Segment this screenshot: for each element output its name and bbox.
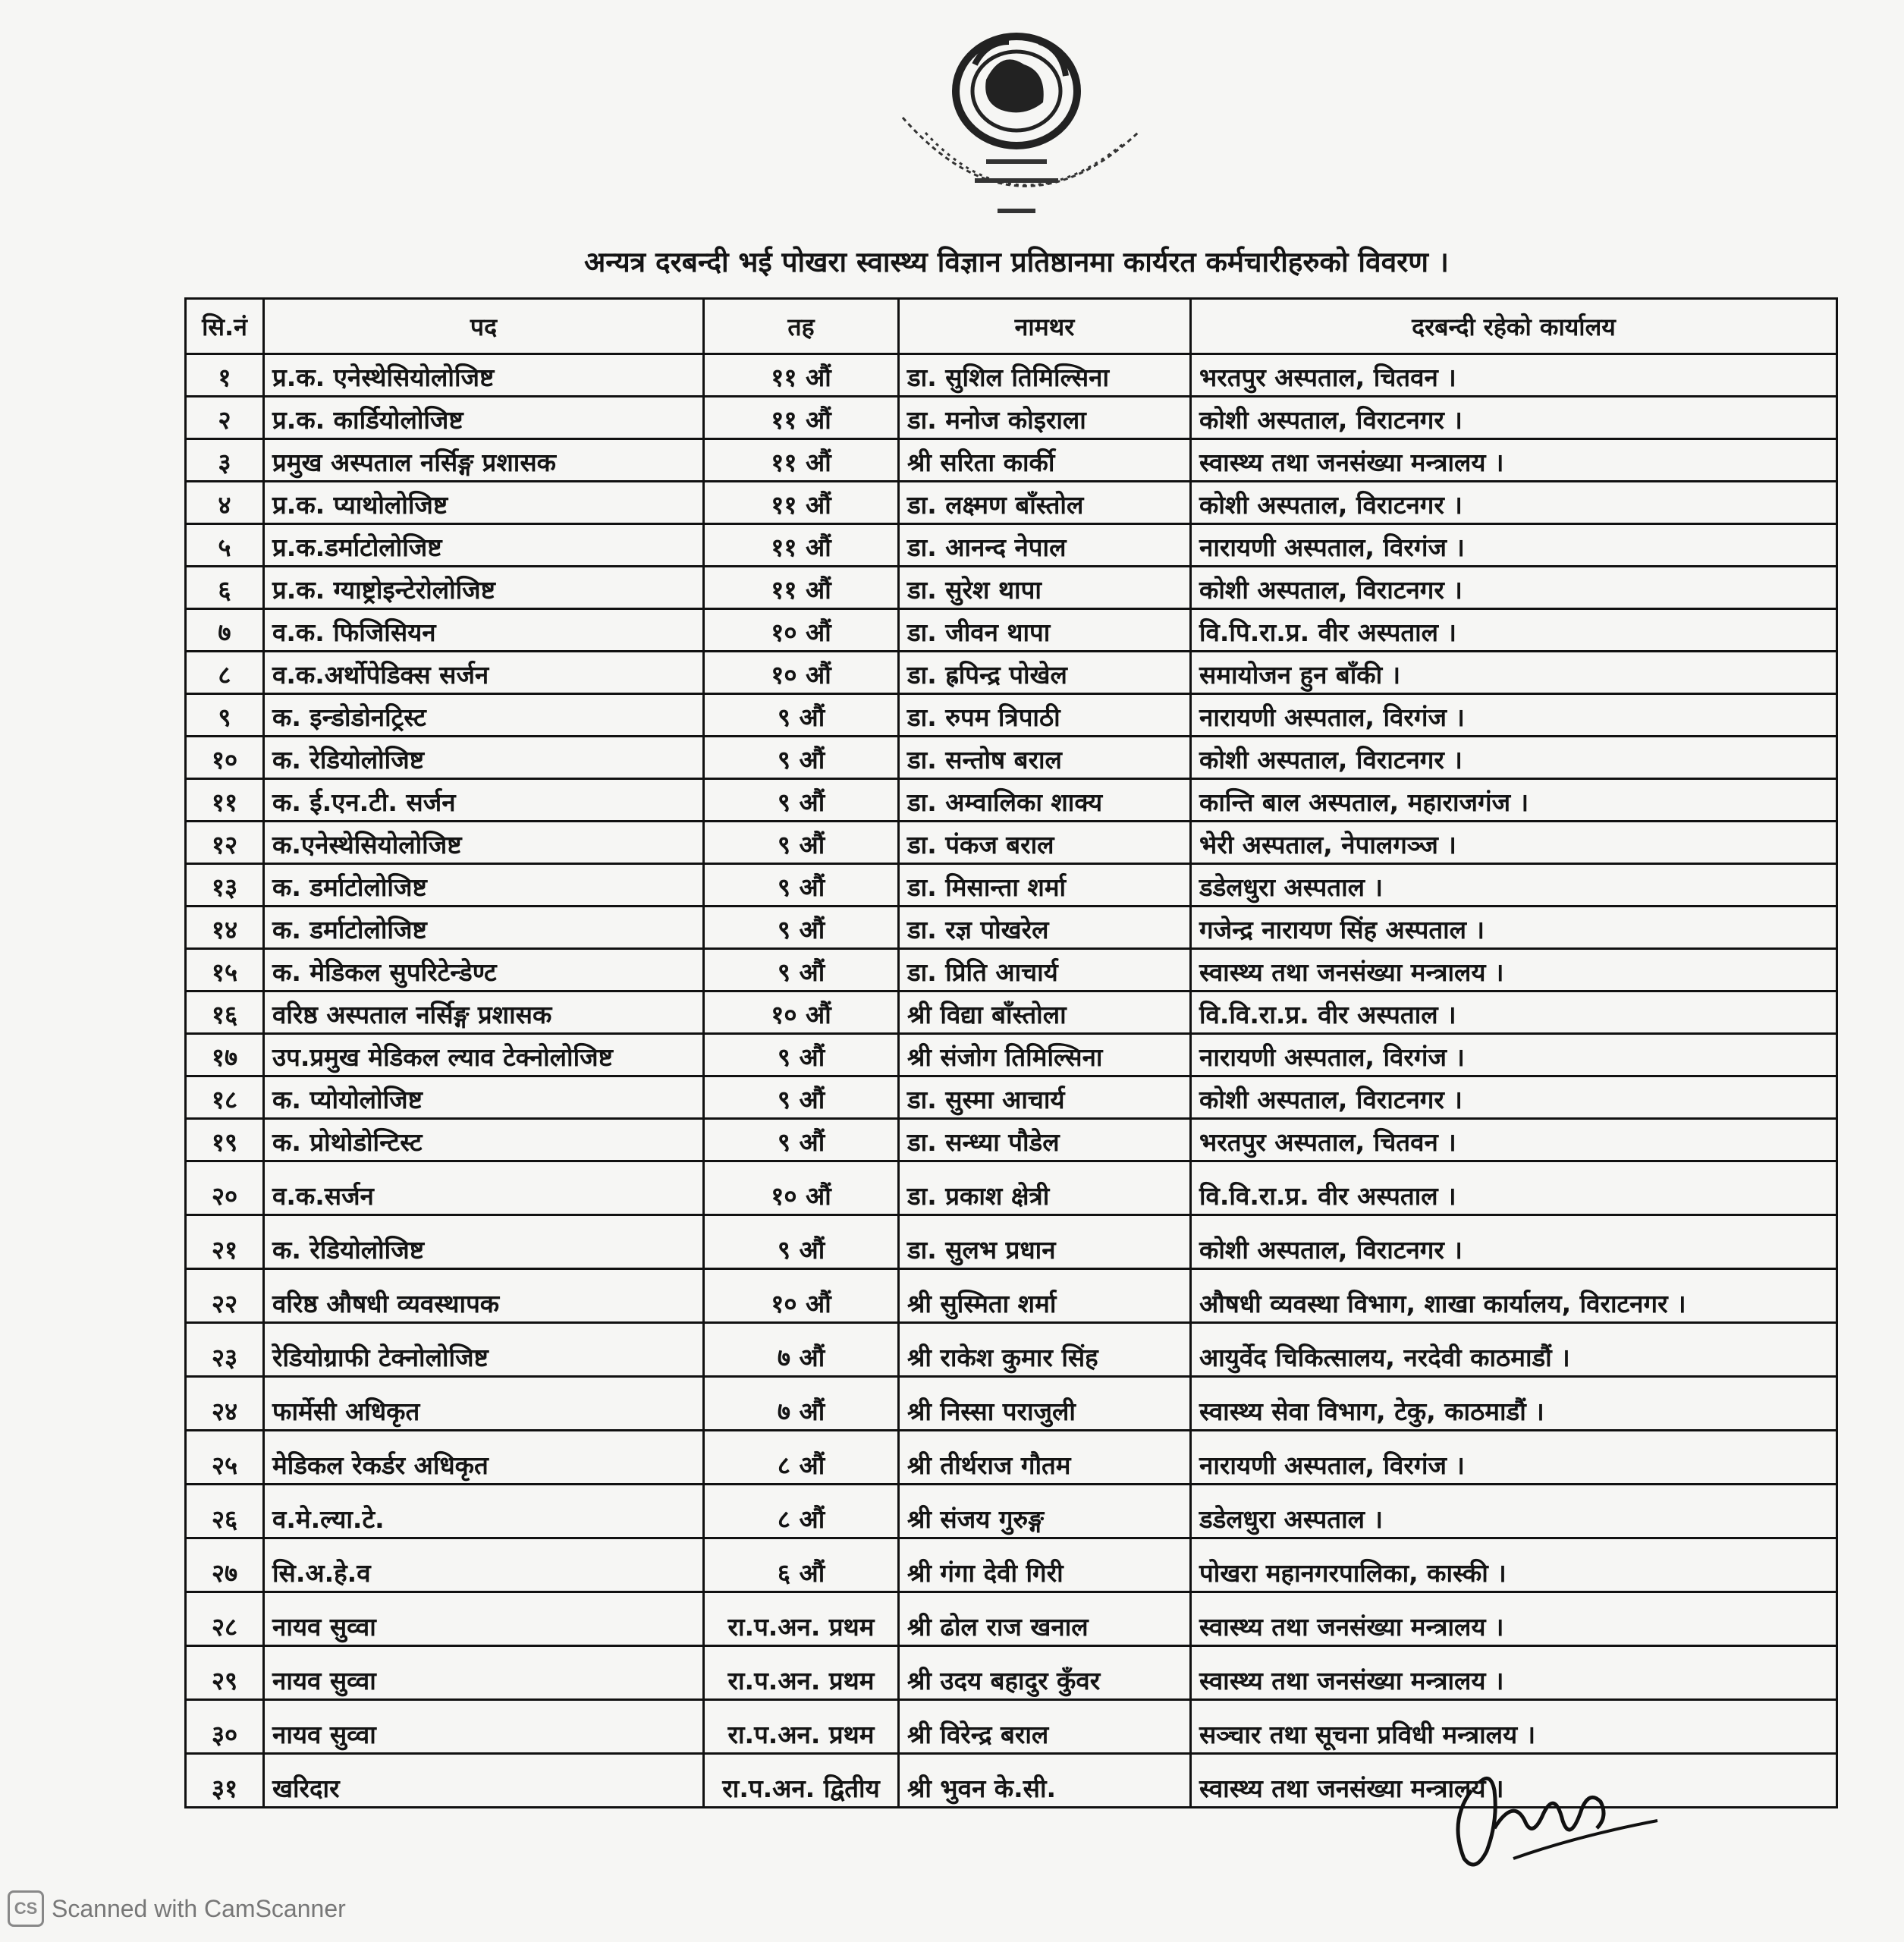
grade-cell: ११ औं [704, 524, 899, 567]
table-row [186, 1269, 1837, 1323]
office-cell: कोशी अस्पताल, विराटनगर । [1191, 482, 1837, 524]
position-cell: रेडियोग्राफी टेक्नोलोजिष्ट [264, 1323, 704, 1377]
position-cell: क. रेडियोलोजिष्ट [264, 1215, 704, 1269]
office-cell: स्वास्थ्य सेवा विभाग, टेकु, काठमाडौं । [1191, 1377, 1837, 1431]
serial-cell: २३ [186, 1323, 264, 1377]
serial-cell: १७ [186, 1034, 264, 1076]
camscanner-logo-icon: CS [8, 1890, 44, 1927]
office-cell: नारायणी अस्पताल, विरगंज । [1191, 694, 1837, 737]
office-cell: वि.पि.रा.प्र. वीर अस्पताल । [1191, 609, 1837, 652]
table-row [186, 694, 1837, 737]
header-grade: तह [704, 299, 899, 354]
grade-cell: ९ औं [704, 694, 899, 737]
serial-cell: १ [186, 354, 264, 397]
position-cell: क. प्योयोलोजिष्ट [264, 1076, 704, 1119]
camscanner-watermark [8, 1890, 346, 1927]
position-cell: क. प्रोथोडोन्टिस्ट [264, 1119, 704, 1161]
table-row [186, 779, 1837, 822]
grade-cell: ९ औं [704, 1076, 899, 1119]
office-cell: स्वास्थ्य तथा जनसंख्या मन्त्रालय । [1191, 439, 1837, 482]
office-cell: कोशी अस्पताल, विराटनगर । [1191, 737, 1837, 779]
grade-cell: ९ औं [704, 907, 899, 949]
grade-cell: ९ औं [704, 864, 899, 907]
serial-cell: २७ [186, 1538, 264, 1592]
office-cell: पोखरा महानगरपालिका, कास्की । [1191, 1538, 1837, 1592]
name-cell: श्री तीर्थराज गौतम [899, 1431, 1191, 1485]
header-name: नामथर [899, 299, 1191, 354]
name-cell: डा. सुस्मा आचार्य [899, 1076, 1191, 1119]
office-cell: नारायणी अस्पताल, विरगंज । [1191, 1034, 1837, 1076]
position-cell: मेडिकल रेकर्डर अधिकृत [264, 1431, 704, 1485]
serial-cell: १६ [186, 991, 264, 1034]
position-cell: नायव सुव्वा [264, 1700, 704, 1754]
name-cell: डा. पंकज बराल [899, 822, 1191, 864]
position-cell: क.एनेस्थेसियोलोजिष्ट [264, 822, 704, 864]
grade-cell: रा.प.अन. प्रथम [704, 1646, 899, 1700]
name-cell: श्री गंगा देवी गिरी [899, 1538, 1191, 1592]
name-cell: डा. प्रकाश क्षेत्री [899, 1161, 1191, 1215]
serial-cell: २१ [186, 1215, 264, 1269]
office-cell: वि.वि.रा.प्र. वीर अस्पताल । [1191, 1161, 1837, 1215]
name-cell: श्री विद्या बाँस्तोला [899, 991, 1191, 1034]
position-cell: वरिष्ठ अस्पताल नर्सिङ्ग प्रशासक [264, 991, 704, 1034]
grade-cell: ८ औं [704, 1431, 899, 1485]
name-cell: डा. आनन्द नेपाल [899, 524, 1191, 567]
name-cell: डा. अम्वालिका शाक्य [899, 779, 1191, 822]
grade-cell: १० औं [704, 1269, 899, 1323]
grade-cell: रा.प.अन. द्वितीय [704, 1754, 899, 1808]
position-cell: क. डर्माटोलोजिष्ट [264, 907, 704, 949]
table-row [186, 1485, 1837, 1538]
table-row [186, 1034, 1837, 1076]
grade-cell: ९ औं [704, 1119, 899, 1161]
table-row [186, 1119, 1837, 1161]
serial-cell: २९ [186, 1646, 264, 1700]
office-cell: डडेलधुरा अस्पताल । [1191, 864, 1837, 907]
serial-cell: १४ [186, 907, 264, 949]
grade-cell: ७ औं [704, 1377, 899, 1431]
table-row [186, 354, 1837, 397]
serial-cell: १९ [186, 1119, 264, 1161]
position-cell: व.क.अर्थोपेडिक्स सर्जन [264, 652, 704, 694]
serial-cell: ५ [186, 524, 264, 567]
header-serial: सि.नं [186, 299, 264, 354]
grade-cell: १० औं [704, 991, 899, 1034]
grade-cell: रा.प.अन. प्रथम [704, 1592, 899, 1646]
table-body [186, 354, 1837, 1808]
grade-cell: ९ औं [704, 1034, 899, 1076]
grade-cell: ९ औं [704, 822, 899, 864]
table-row [186, 864, 1837, 907]
name-cell: डा. सुरेश थापा [899, 567, 1191, 609]
office-cell: कोशी अस्पताल, विराटनगर । [1191, 397, 1837, 439]
office-cell: गजेन्द्र नारायण सिंह अस्पताल । [1191, 907, 1837, 949]
serial-cell: २० [186, 1161, 264, 1215]
office-cell: स्वास्थ्य तथा जनसंख्या मन्त्रालय । [1191, 1592, 1837, 1646]
table-row [186, 482, 1837, 524]
serial-cell: ७ [186, 609, 264, 652]
serial-cell: ४ [186, 482, 264, 524]
office-cell: कोशी अस्पताल, विराटनगर । [1191, 1076, 1837, 1119]
grade-cell: ६ औं [704, 1538, 899, 1592]
position-cell: प्र.क. ग्याष्ट्रोइन्टेरोलोजिष्ट [264, 567, 704, 609]
table-row [186, 439, 1837, 482]
position-cell: प्र.क. कार्डियोलोजिष्ट [264, 397, 704, 439]
table-row [186, 524, 1837, 567]
position-cell: क. इन्डोडोनट्रिस्ट [264, 694, 704, 737]
name-cell: डा. जीवन थापा [899, 609, 1191, 652]
signature-icon [1441, 1745, 1669, 1881]
table-row [186, 1161, 1837, 1215]
table-row [186, 567, 1837, 609]
office-cell: नारायणी अस्पताल, विरगंज । [1191, 1431, 1837, 1485]
camscanner-text: Scanned with CamScanner [52, 1894, 346, 1922]
serial-cell: ११ [186, 779, 264, 822]
table-row [186, 1215, 1837, 1269]
position-cell: क. मेडिकल सुपरिटेन्डेण्ट [264, 949, 704, 991]
position-cell: फार्मेसी अधिकृत [264, 1377, 704, 1431]
name-cell: डा. प्रिति आचार्य [899, 949, 1191, 991]
document-title: अन्यत्र दरबन्दी भई पोखरा स्वास्थ्य विज्ञान प्रतिष्ठानमा कार्यरत कर्मचारीहरुको विवरण । [584, 245, 1449, 278]
position-cell: प्रमुख अस्पताल नर्सिङ्ग प्रशासक [264, 439, 704, 482]
grade-cell: ११ औं [704, 567, 899, 609]
table-row [186, 822, 1837, 864]
serial-cell: १३ [186, 864, 264, 907]
position-cell: नायव सुव्वा [264, 1646, 704, 1700]
grade-cell: १० औं [704, 652, 899, 694]
serial-cell: १५ [186, 949, 264, 991]
grade-cell: ७ औं [704, 1323, 899, 1377]
grade-cell: ११ औं [704, 439, 899, 482]
office-cell: डडेलधुरा अस्पताल । [1191, 1485, 1837, 1538]
name-cell: डा. सन्तोष बराल [899, 737, 1191, 779]
name-cell: श्री ढोल राज खनाल [899, 1592, 1191, 1646]
office-cell: नारायणी अस्पताल, विरगंज । [1191, 524, 1837, 567]
name-cell: श्री संजय गुरुङ्ग [899, 1485, 1191, 1538]
table-header-row [186, 299, 1837, 354]
name-cell: डा. रज्ञ पोखरेल [899, 907, 1191, 949]
table-row [186, 652, 1837, 694]
name-cell: श्री सुस्मिता शर्मा [899, 1269, 1191, 1323]
name-cell: डा. सुलभ प्रधान [899, 1215, 1191, 1269]
name-cell: डा. सुशिल तिमिल्सिना [899, 354, 1191, 397]
grade-cell: ९ औं [704, 779, 899, 822]
serial-cell: १८ [186, 1076, 264, 1119]
government-seal-icon [872, 19, 1161, 247]
name-cell: डा. मनोज कोइराला [899, 397, 1191, 439]
table-row [186, 609, 1837, 652]
name-cell: श्री सरिता कार्की [899, 439, 1191, 482]
table-row [186, 991, 1837, 1034]
position-cell: वरिष्ठ औषधी व्यवस्थापक [264, 1269, 704, 1323]
office-cell: स्वास्थ्य तथा जनसंख्या मन्त्रालय । [1191, 1646, 1837, 1700]
position-cell: प्र.क. एनेस्थेसियोलोजिष्ट [264, 354, 704, 397]
serial-cell: ३१ [186, 1754, 264, 1808]
header-office: दरबन्दी रहेको कार्यालय [1191, 299, 1837, 354]
position-cell: उप.प्रमुख मेडिकल ल्याव टेक्नोलोजिष्ट [264, 1034, 704, 1076]
serial-cell: २८ [186, 1592, 264, 1646]
position-cell: व.क.सर्जन [264, 1161, 704, 1215]
name-cell: डा. मिसान्ता शर्मा [899, 864, 1191, 907]
grade-cell: ८ औं [704, 1485, 899, 1538]
table-row [186, 1323, 1837, 1377]
office-cell: स्वास्थ्य तथा जनसंख्या मन्त्रालय । [1191, 949, 1837, 991]
serial-cell: १० [186, 737, 264, 779]
table-row [186, 1592, 1837, 1646]
position-cell: प्र.क.डर्माटोलोजिष्ट [264, 524, 704, 567]
grade-cell: १० औं [704, 609, 899, 652]
name-cell: डा. सन्ध्या पौडेल [899, 1119, 1191, 1161]
serial-cell: २५ [186, 1431, 264, 1485]
name-cell: डा. रुपम त्रिपाठी [899, 694, 1191, 737]
position-cell: प्र.क. प्याथोलोजिष्ट [264, 482, 704, 524]
office-cell: आयुर्वेद चिकित्सालय, नरदेवी काठमाडौं । [1191, 1323, 1837, 1377]
grade-cell: १० औं [704, 1161, 899, 1215]
office-cell: भरतपुर अस्पताल, चितवन । [1191, 354, 1837, 397]
name-cell: श्री विरेन्द्र बराल [899, 1700, 1191, 1754]
office-cell: भरतपुर अस्पताल, चितवन । [1191, 1119, 1837, 1161]
serial-cell: २ [186, 397, 264, 439]
table-row [186, 397, 1837, 439]
position-cell: व.मे.ल्या.टे. [264, 1485, 704, 1538]
name-cell: डा. ह्रपिन्द्र पोखेल [899, 652, 1191, 694]
position-cell: क. डर्माटोलोजिष्ट [264, 864, 704, 907]
office-cell: सञ्चार तथा सूचना प्रविधी मन्त्रालय । [1191, 1700, 1837, 1754]
office-cell: भेरी अस्पताल, नेपालगञ्ज । [1191, 822, 1837, 864]
table-row [186, 1431, 1837, 1485]
name-cell: श्री निस्सा पराजुली [899, 1377, 1191, 1431]
office-cell: कोशी अस्पताल, विराटनगर । [1191, 1215, 1837, 1269]
table-row [186, 737, 1837, 779]
grade-cell: ९ औं [704, 949, 899, 991]
serial-cell: ८ [186, 652, 264, 694]
grade-cell: रा.प.अन. प्रथम [704, 1700, 899, 1754]
office-cell: औषधी व्यवस्था विभाग, शाखा कार्यालय, विराटनगर । [1191, 1269, 1837, 1323]
grade-cell: ११ औं [704, 397, 899, 439]
name-cell: डा. लक्ष्मण बाँस्तोल [899, 482, 1191, 524]
office-cell: स्वास्थ्य तथा जनसंख्या मन्त्रालय । [1191, 1754, 1837, 1808]
position-cell: नायव सुव्वा [264, 1592, 704, 1646]
position-cell: खरिदार [264, 1754, 704, 1808]
grade-cell: ९ औं [704, 737, 899, 779]
serial-cell: ३० [186, 1700, 264, 1754]
table-row [186, 949, 1837, 991]
staff-details-table [184, 297, 1838, 1808]
table-row [186, 1538, 1837, 1592]
name-cell: श्री राकेश कुमार सिंह [899, 1323, 1191, 1377]
table-row [186, 1377, 1837, 1431]
serial-cell: ९ [186, 694, 264, 737]
position-cell: क. ई.एन.टी. सर्जन [264, 779, 704, 822]
position-cell: व.क. फिजिसियन [264, 609, 704, 652]
name-cell: श्री उदय बहादुर कुँवर [899, 1646, 1191, 1700]
serial-cell: २४ [186, 1377, 264, 1431]
grade-cell: ९ औं [704, 1215, 899, 1269]
office-cell: कोशी अस्पताल, विराटनगर । [1191, 567, 1837, 609]
office-cell: कान्ति बाल अस्पताल, महाराजगंज । [1191, 779, 1837, 822]
position-cell: क. रेडियोलोजिष्ट [264, 737, 704, 779]
position-cell: सि.अ.हे.व [264, 1538, 704, 1592]
serial-cell: १२ [186, 822, 264, 864]
table-row [186, 1646, 1837, 1700]
name-cell: श्री भुवन के.सी. [899, 1754, 1191, 1808]
header-position: पद [264, 299, 704, 354]
serial-cell: २६ [186, 1485, 264, 1538]
name-cell: श्री संजोग तिमिल्सिना [899, 1034, 1191, 1076]
serial-cell: ३ [186, 439, 264, 482]
grade-cell: ११ औं [704, 354, 899, 397]
table-row [186, 1076, 1837, 1119]
table-row [186, 907, 1837, 949]
serial-cell: २२ [186, 1269, 264, 1323]
grade-cell: ११ औं [704, 482, 899, 524]
office-cell: समायोजन हुन बाँकी । [1191, 652, 1837, 694]
office-cell: वि.वि.रा.प्र. वीर अस्पताल । [1191, 991, 1837, 1034]
serial-cell: ६ [186, 567, 264, 609]
